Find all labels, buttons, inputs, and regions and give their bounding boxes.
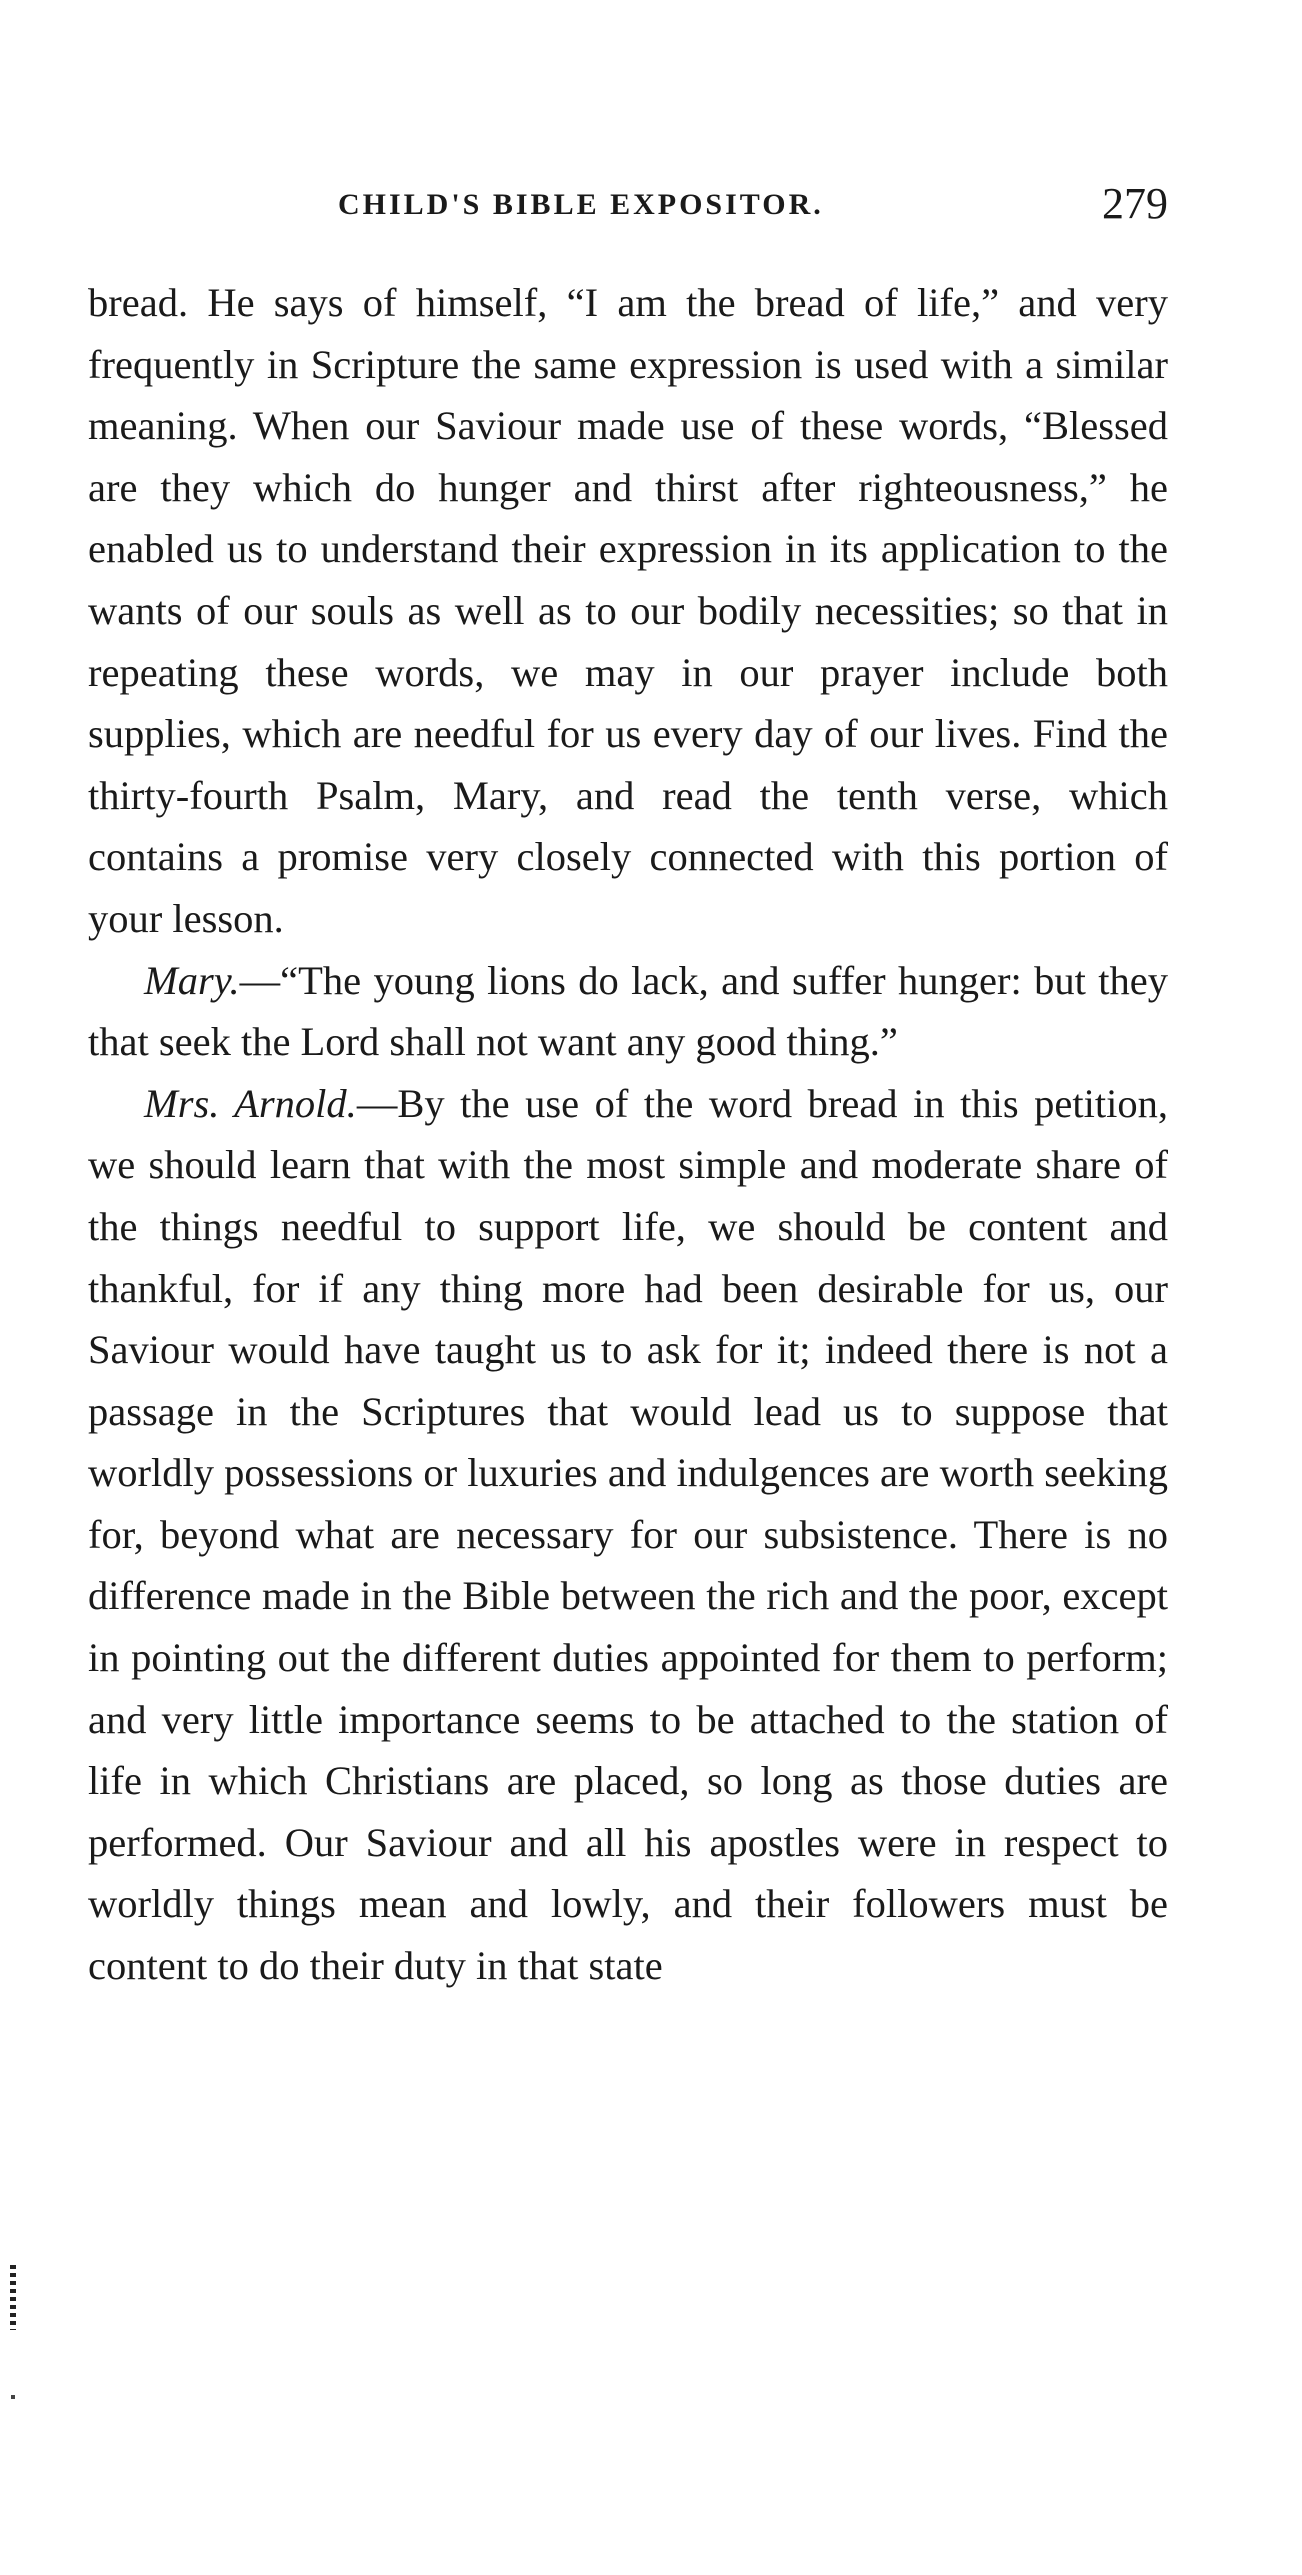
running-title: CHILD'S BIBLE EXPOSITOR. bbox=[338, 188, 824, 221]
speaker-name: Mary. bbox=[144, 957, 240, 1003]
paragraph-text: bread. He says of himself, “I am the bread of life,” and very frequently in Scripture the same expression is used with a similar meaning. When our Saviour made use of these words, “Blessed are they which do hunger and thirst after righteousness,” he enabled us to understand their expression in its application to the wants of our souls as well as to our bodily necessities; so that in repeating these words, we may in our prayer include both supplies, which are needful for us every day of our lives. Find the thirty-fourth Psalm, Mary, and read the tenth verse, which contains a promise very closely connected with this portion of your lesson. bbox=[88, 280, 1168, 941]
scan-edge-mark bbox=[10, 2265, 16, 2330]
paragraph-continuation bbox=[88, 272, 1168, 950]
paragraph-text: —“The young lions do lack, and suffer hunger: but they that seek the Lord shall not want any good thing.” bbox=[88, 957, 1168, 1065]
running-head bbox=[88, 178, 1168, 228]
scan-speck bbox=[11, 2395, 15, 2399]
page-number: 279 bbox=[1102, 179, 1168, 228]
paragraph-mrs-arnold bbox=[88, 1073, 1168, 1997]
speaker-name: Mrs. Arnold. bbox=[144, 1080, 357, 1126]
body-text bbox=[88, 272, 1168, 1997]
paragraph-text: —By the use of the word bread in this petition, we should learn that with the most simple and moderate share of the things needful to support life, we should be content and thankful, for if any thing more had been desirable for us, our Saviour would have taught us to ask for it; indeed there is not a passage in the Scriptures that would lead us to suppose that worldly possessions or luxuries and indulgences are worth seeking for, beyond what are necessary for our subsistence. There is no difference made in the Bible between the rich and the poor, except in pointing out the different duties appointed for them to perform; and very little importance seems to be attached to the station of life in which Christians are placed, so long as those duties are performed. Our Saviour and all his apostles were in respect to worldly things mean and lowly, and their followers must be content to do their duty in that state bbox=[88, 1080, 1169, 1989]
paragraph-mary bbox=[88, 950, 1168, 1073]
